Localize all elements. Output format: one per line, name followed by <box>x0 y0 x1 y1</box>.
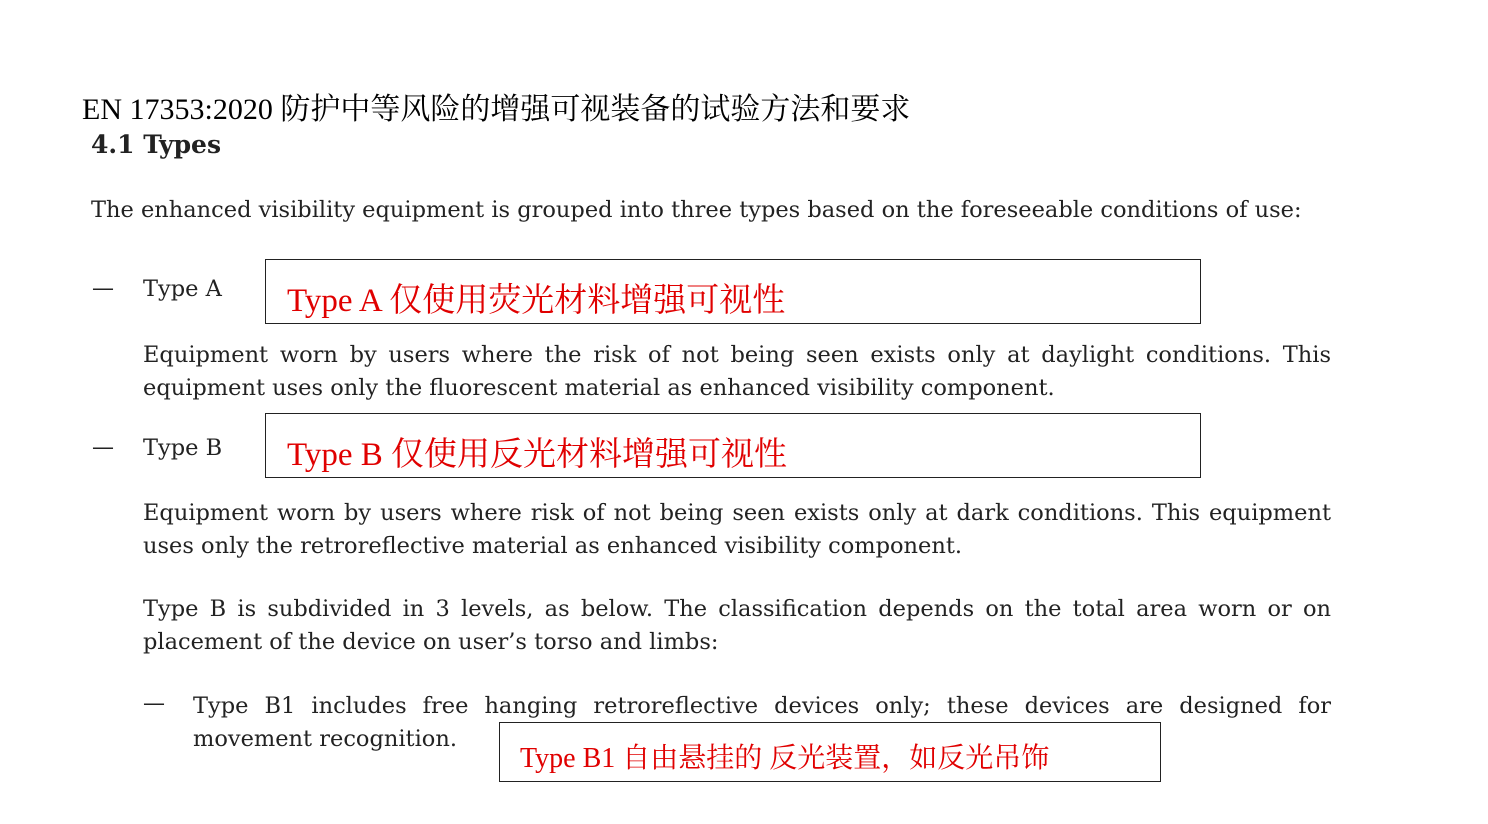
type-a-annotation-box: Type A 仅使用荧光材料增强可视性 <box>265 259 1201 324</box>
type-a-label: Type A <box>143 276 222 302</box>
type-b1-annotation-box: Type B1 自由悬挂的 反光装置，如反光吊饰 <box>499 722 1161 782</box>
type-a-dash: — <box>92 276 114 301</box>
type-b-dash: — <box>92 435 114 460</box>
type-b1-dash: — <box>143 691 165 716</box>
type-b-annotation-box: Type B 仅使用反光材料增强可视性 <box>265 413 1201 478</box>
page-title: EN 17353:2020 防护中等风险的增强可视装备的试验方法和要求 <box>82 93 911 126</box>
intro-paragraph: The enhanced visibility equipment is grouped into three types based on the foreseeable conditions of use: <box>91 197 1302 223</box>
section-heading: 4.1 Types <box>91 130 222 159</box>
type-b-label: Type B <box>143 435 223 461</box>
type-a-description: Equipment worn by users where the risk of not being seen exists only at daylight conditions. This equipment uses only the fluorescent material as enhanced visibility component. <box>143 342 1331 401</box>
type-b1-description: Type B1 includes free hanging retroreflective devices only; these devices are designed for movement recognition. <box>193 693 1331 752</box>
type-b-description: Equipment worn by users where risk of not being seen exists only at dark conditions. This equipment uses only the retroreflective material as enhanced visibility component. <box>143 500 1331 559</box>
type-b-subdivision: Type B is subdivided in 3 levels, as below. The classification depends on the total area worn or on placement of the device on user’s torso and limbs: <box>143 596 1331 655</box>
